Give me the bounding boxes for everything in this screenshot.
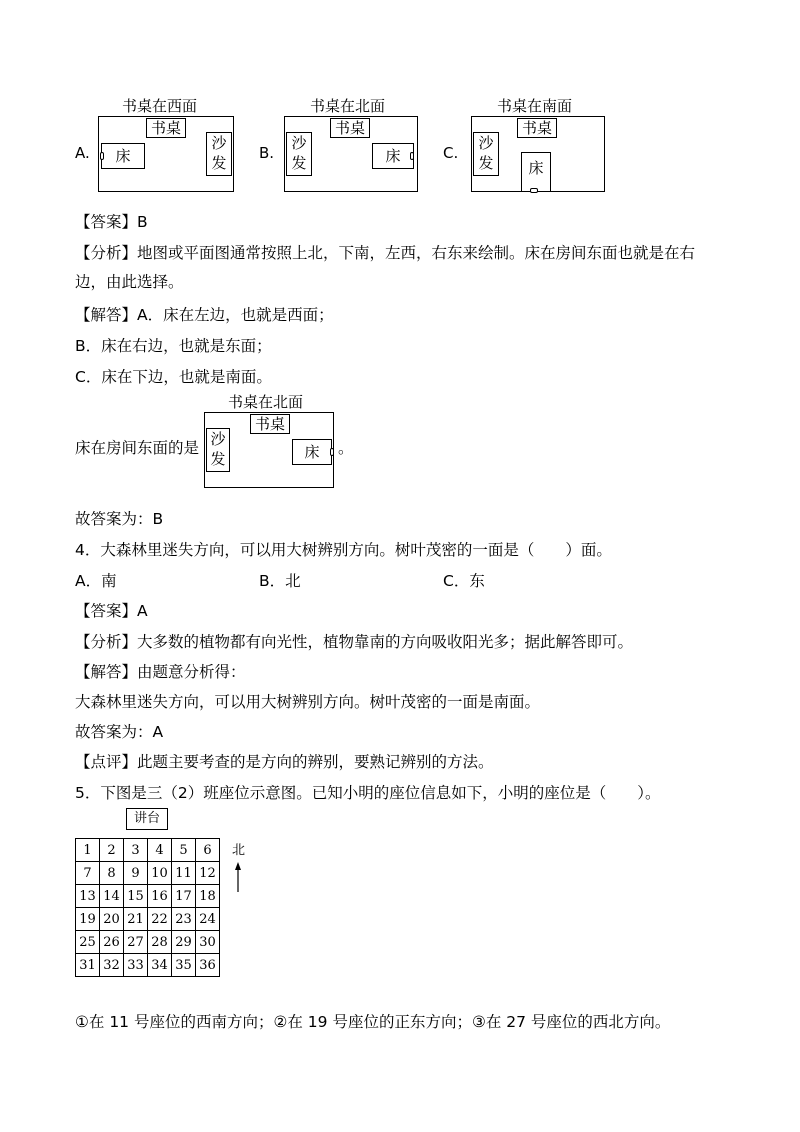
q3-result-suffix: 。 bbox=[338, 439, 354, 457]
plan-title: 书桌在北面 bbox=[310, 97, 386, 115]
seat-cell: 7 bbox=[76, 862, 100, 885]
seat-cell: 10 bbox=[148, 862, 172, 885]
option-c-label: C. bbox=[443, 144, 459, 162]
seat-cell: 5 bbox=[172, 839, 196, 862]
q3-analysis-line1: 【分析】地图或平面图通常按照上北，下南，左西，右东来绘制。床在房间东面也就是在右 bbox=[75, 244, 696, 262]
q3-final: 故答案为：B bbox=[75, 510, 164, 528]
seat-cell: 23 bbox=[172, 908, 196, 931]
seat-cell: 35 bbox=[172, 954, 196, 977]
seat-cell: 19 bbox=[76, 908, 100, 931]
seat-cell: 3 bbox=[124, 839, 148, 862]
option-b-label: B. bbox=[259, 144, 275, 162]
seat-cell: 32 bbox=[100, 954, 124, 977]
bed-box: 床 bbox=[521, 152, 551, 192]
seat-cell: 24 bbox=[196, 908, 220, 931]
seat-cell: 16 bbox=[148, 885, 172, 908]
q4-solve: 【解答】由题意分析得： bbox=[75, 663, 246, 681]
q4-option-a: A．南 bbox=[75, 572, 117, 590]
seat-cell: 6 bbox=[196, 839, 220, 862]
floor-plan-a bbox=[98, 98, 238, 194]
seat-cell: 33 bbox=[124, 954, 148, 977]
seat-cell: 20 bbox=[100, 908, 124, 931]
seat-cell: 26 bbox=[100, 931, 124, 954]
seat-cell: 11 bbox=[172, 862, 196, 885]
q5-clues: ①在 11 号座位的西南方向；②在 19 号座位的正东方向；③在 27 号座位的西北方向。 bbox=[75, 1013, 671, 1031]
q4-answer: 【答案】A bbox=[75, 602, 148, 620]
seat-grid bbox=[75, 838, 220, 977]
q4-option-b: B．北 bbox=[259, 572, 301, 590]
seat-cell: 9 bbox=[124, 862, 148, 885]
sofa-box: 沙发 bbox=[206, 428, 230, 472]
seat-cell: 25 bbox=[76, 931, 100, 954]
q4-final: 故答案为：A bbox=[75, 723, 164, 741]
q4-option-c: C．东 bbox=[443, 572, 485, 590]
q5-question: 5．下图是三（2）班座位示意图。已知小明的座位信息如下，小明的座位是（ ）。 bbox=[75, 784, 661, 802]
seat-cell: 36 bbox=[196, 954, 220, 977]
seat-cell: 29 bbox=[172, 931, 196, 954]
seat-row bbox=[76, 931, 220, 954]
seat-cell: 31 bbox=[76, 954, 100, 977]
desk-box: 书桌 bbox=[517, 118, 557, 138]
seat-row bbox=[76, 954, 220, 977]
north-arrow-icon bbox=[231, 862, 245, 892]
seat-cell: 22 bbox=[148, 908, 172, 931]
seat-cell: 28 bbox=[148, 931, 172, 954]
option-a-label: A. bbox=[75, 144, 90, 162]
q3-solve-line3: C．床在下边，也就是南面。 bbox=[75, 368, 272, 386]
seat-row bbox=[76, 862, 220, 885]
seat-cell: 15 bbox=[124, 885, 148, 908]
seat-cell: 2 bbox=[100, 839, 124, 862]
bed-box: 床 bbox=[292, 439, 332, 465]
seat-cell: 4 bbox=[148, 839, 172, 862]
desk-box: 书桌 bbox=[146, 118, 186, 138]
q4-analysis: 【分析】大多数的植物都有向光性，植物靠南的方向吸收阳光多；据此解答即可。 bbox=[75, 633, 634, 651]
plan-title: 书桌在西面 bbox=[122, 97, 198, 115]
bed-box: 床 bbox=[101, 143, 145, 169]
floor-plan-b bbox=[284, 98, 424, 194]
bed-box: 床 bbox=[372, 143, 414, 169]
north-label: 北 bbox=[232, 843, 246, 858]
sofa-box: 沙发 bbox=[286, 132, 312, 176]
seat-cell: 1 bbox=[76, 839, 100, 862]
pillow-icon bbox=[410, 152, 414, 160]
desk-box: 书桌 bbox=[250, 414, 290, 434]
pillow-icon bbox=[330, 448, 334, 456]
seat-cell: 12 bbox=[196, 862, 220, 885]
seat-row bbox=[76, 885, 220, 908]
q4-comment: 【点评】此题主要考查的是方向的辨别，要熟记辨别的方法。 bbox=[75, 753, 494, 771]
seat-cell: 8 bbox=[100, 862, 124, 885]
podium-box: 讲台 bbox=[126, 808, 168, 830]
seat-cell: 18 bbox=[196, 885, 220, 908]
sofa-box: 沙发 bbox=[473, 132, 499, 176]
seat-row bbox=[76, 908, 220, 931]
seat-cell: 30 bbox=[196, 931, 220, 954]
q3-answer: 【答案】B bbox=[75, 213, 148, 231]
seat-cell: 27 bbox=[124, 931, 148, 954]
q3-result-prefix: 床在房间东面的是 bbox=[75, 439, 200, 457]
seat-cell: 13 bbox=[76, 885, 100, 908]
plan-title: 书桌在北面 bbox=[228, 393, 304, 411]
seat-row bbox=[76, 839, 220, 862]
q4-question: 4．大森林里迷失方向，可以用大树辨别方向。树叶茂密的一面是（ ）面。 bbox=[75, 541, 612, 559]
seat-cell: 34 bbox=[148, 954, 172, 977]
sofa-box: 沙发 bbox=[206, 132, 232, 176]
floor-plan-c bbox=[471, 98, 611, 196]
pillow-icon bbox=[100, 152, 104, 160]
floor-plan-result bbox=[204, 394, 344, 490]
seat-cell: 14 bbox=[100, 885, 124, 908]
q4-solve-detail: 大森林里迷失方向，可以用大树辨别方向。树叶茂密的一面是南面。 bbox=[75, 693, 541, 711]
seat-cell: 17 bbox=[172, 885, 196, 908]
plan-title: 书桌在南面 bbox=[497, 97, 573, 115]
q3-analysis-line2: 边，由此选择。 bbox=[75, 273, 184, 291]
seat-cell: 21 bbox=[124, 908, 148, 931]
pillow-icon bbox=[530, 188, 538, 193]
desk-box: 书桌 bbox=[330, 118, 370, 138]
north-indicator bbox=[229, 844, 251, 894]
q3-solve-line2: B．床在右边，也就是东面； bbox=[75, 337, 272, 355]
q3-solve-line1: 【解答】A．床在左边，也就是西面； bbox=[75, 306, 334, 324]
